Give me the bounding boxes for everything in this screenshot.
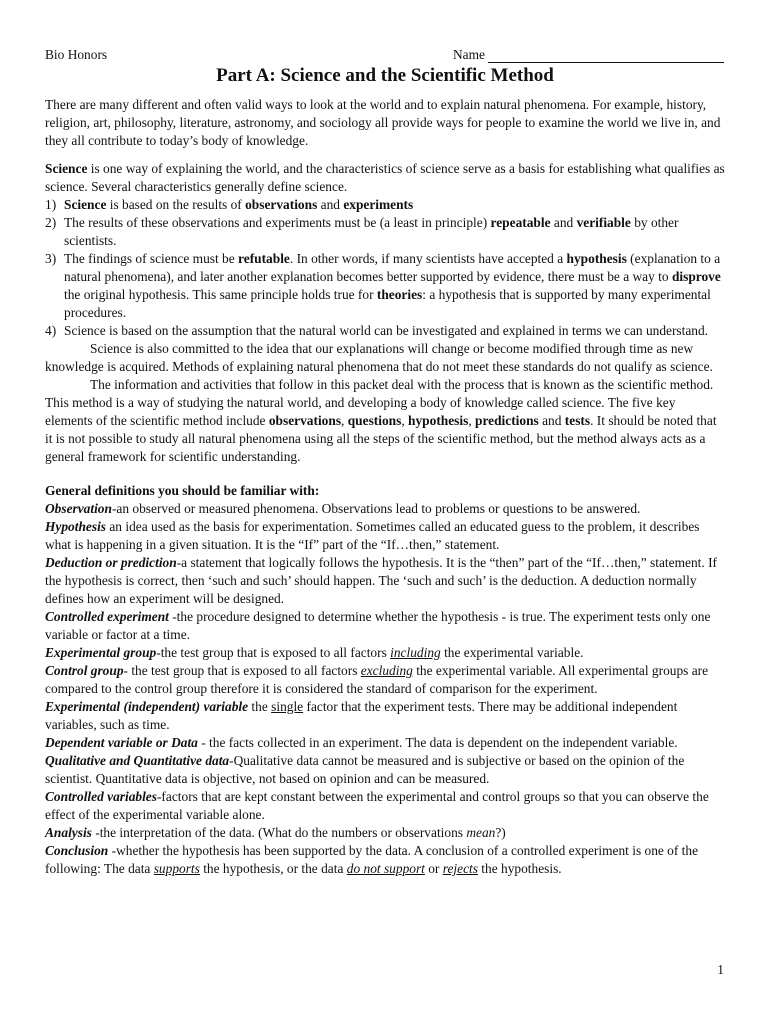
def-observation: Observation-an observed or measured phenomena. Observations lead to problems or questions to be answered. <box>45 501 641 516</box>
def-qual-quant: Qualitative and Quantitative data-Qualitative data cannot be measured and is subjective or based on the opinion of the scientist. Quantitative data is objective, not based on opinion and can be measured. <box>45 753 685 786</box>
science-term: Science <box>45 161 88 176</box>
name-blank-line[interactable] <box>488 62 724 63</box>
def-conclusion: Conclusion -whether the hypothesis has been supported by the data. A conclusion of a controlled experiment is one of the following: The data supports the hypothesis, or the data do not support or rejects the hypothesis. <box>45 843 699 876</box>
def-independent-variable: Experimental (independent) variable the single factor that the experiment tests. There may be additional independent variables, such as time. <box>45 699 678 732</box>
science-item-2: 2) The results of these observations and experiments must be (a least in principle) repeatable and verifiable by other scientists. <box>45 215 679 248</box>
method-paragraph: The information and activities that follow in this packet deal with the process that is known as the scientific method. This method is a way of studying the natural world, and developing a body of knowledge called science. The five key elements of the scientific method include observations, questions, hypothesis, predictions and tests. It should be noted that it is not possible to study all natural phenomena using all the steps of the scientific method, but the method always acts as a general framework for scientific understanding. <box>45 377 717 464</box>
page-number: 1 <box>717 962 724 977</box>
definitions-heading: General definitions you should be familiar with: <box>45 483 320 498</box>
name-label: Name <box>453 47 485 62</box>
science-item-3: 3) The findings of science must be refutable. In other words, if many scientists have accepted a hypothesis (explanation to a natural phenomena), and later another explanation becomes better supported by evidence, there must be a way to disprove the original hypothesis. This same principle holds true for theories: a hypothesis that is supported by many experimental procedures. <box>45 251 721 320</box>
intro-paragraph: There are many different and often valid ways to look at the world and to explain natural phenomena. For example, history, religion, art, philosophy, literature, astronomy, and sociology all provide ways for people to examine the world we live in, and they all contribute to today’s body of knowledge. <box>45 97 721 148</box>
def-controlled-experiment: Controlled experiment -the procedure designed to determine whether the hypothesis - is true. The experiment tests only one variable or factor at a time. <box>45 609 711 642</box>
def-control-group: Control group- the test group that is exposed to all factors excluding the experimental variable. All experimental groups are compared to the control group therefore it is considered the standard of comparison for the experiment. <box>45 663 709 696</box>
def-analysis: Analysis -the interpretation of the data. (What do the numbers or observations mean?) <box>45 825 506 840</box>
def-controlled-variables: Controlled variables-factors that are kept constant between the experimental and control groups so that you can observe the effect of the experimental variable alone. <box>45 789 709 822</box>
def-dependent-variable: Dependent variable or Data - the facts collected in an experiment. The data is dependent on the independent variable. <box>45 735 678 750</box>
document-page <box>45 46 725 878</box>
science-paragraph: Science is one way of explaining the world, and the characteristics of science serve as a basis for establishing what qualifies as science. Several characteristics generally define science. <box>45 161 725 194</box>
change-paragraph: Science is also committed to the idea that our explanations will change or become modified through time as new knowledge is acquired. Methods of explaining natural phenomena that do not meet these standards do not qualify as science. <box>45 341 713 374</box>
page-title: Part A: Science and the Scientific Method <box>216 65 554 86</box>
science-item-4: 4) Science is based on the assumption that the natural world can be investigated and explained in terms we can understand. <box>45 323 709 338</box>
def-experimental-group: Experimental group-the test group that is exposed to all factors including the experimental variable. <box>45 645 584 660</box>
course-label: Bio Honors <box>45 47 108 62</box>
def-deduction: Deduction or prediction-a statement that logically follows the hypothesis. It is the “then” part of the “If…then,” statement. If the hypothesis is correct, then ‘such and such’ should happen. The ‘such and such’ is the deduction. A deduction normally defines how an experiment will be designed. <box>45 555 717 606</box>
def-hypothesis: Hypothesis an idea used as the basis for experimentation. Sometimes called an educated guess to the problem, it describes what is happening in a given situation. It is the “If” part of the “If…then,” statement. <box>45 519 700 552</box>
page-header <box>45 46 725 64</box>
science-item-1: 1) Science is based on the results of observations and experiments <box>45 197 414 212</box>
